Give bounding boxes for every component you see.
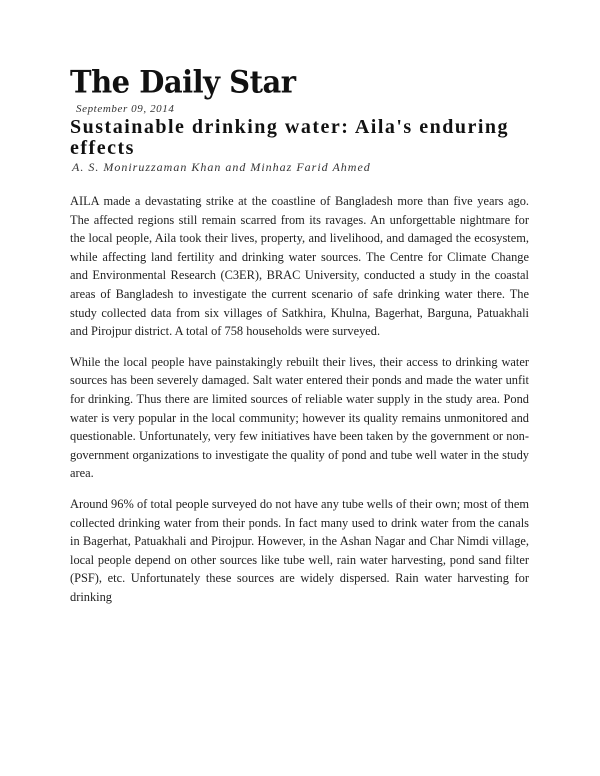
article-body: [70, 192, 529, 618]
paragraph-3: Around 96% of total people surveyed do not have any tube wells of their own; most of them collected drinking water from their ponds. In fact many used to drink water from the canals in Bagerhat, Patuakhali and Pirojpur. However, in the Ashan Nagar and Char Nimdi village, local people depend on other sources like tube well, rain water harvesting, pond sand filter (PSF), etc. Unfortunately these sources are widely dispersed. Rain water harvesting for drinking: [70, 496, 529, 604]
paragraph-2: While the local people have painstakingly rebuilt their lives, their access to drinking water sources has been severely damaged. Salt water entered their ponds and made the water unfit for drinking. Thus there are limited sources of reliable water supply in the study area. Pond water is very popular in the local community; however its quality remains unmonitored and questionable. Unfortunately, very few initiatives have been taken by the government or non-government organizations to investigate the quality of pond and tube well water in the study area.: [70, 354, 529, 481]
masthead-logo: The Daily Star: [70, 64, 296, 100]
article-authors: A. S. Moniruzzaman Khan and Minhaz Farid Ahmed: [72, 160, 371, 174]
article-title: Sustainable drinking water: Aila's enduring effects: [70, 116, 510, 159]
paragraph-1: AILA made a devastating strike at the coastline of Bangladesh more than five years ago. The affected regions still remain scarred from its ravages. An unforgettable nightmare for the local people, Aila took their lives, property, and livelihood, and damaged the ecosystem, while affecting land fertility and drinking water sources. The Centre for Climate Change and Environmental Research (C3ER), BRAC University, conducted a study in the coastal areas of Bangladesh to investigate the current scenario of safe drinking water there. The study collected data from six villages of Satkhira, Khulna, Bagerhat, Barguna, Patuakhali and Pirojpur district. A total of 758 households were surveyed.: [70, 194, 529, 339]
publication-date: September 09, 2014: [76, 103, 175, 115]
